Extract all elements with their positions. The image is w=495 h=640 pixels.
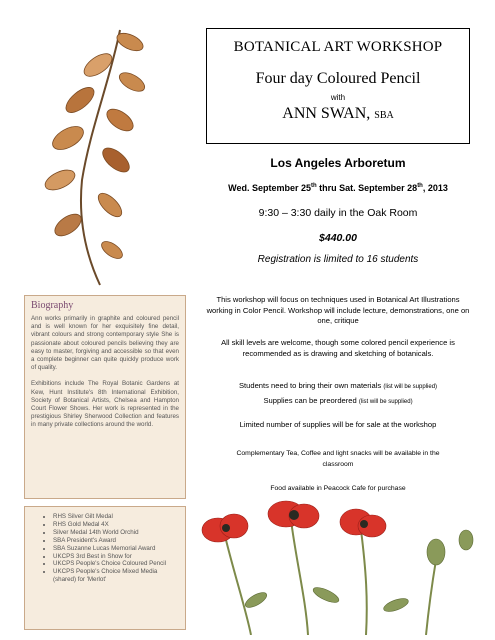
award-item: • SBA President's Award xyxy=(53,537,179,545)
food-info: Food available in Peacock Cafe for purchase xyxy=(270,485,406,492)
artist-name xyxy=(207,105,469,123)
award-item: • RHS Silver Gilt Medal xyxy=(53,513,179,521)
awards-panel xyxy=(24,506,186,630)
biography-paragraph-1: Ann works primarily in graphite and coloured pencil and is well known for her exquisitely fine detail, vibrant colours and strong contemporary style She is passionate about coloured pencils believing they are easy to master, forgiving and accessible so that even a complete beginner can quite quickly produce work of quality. xyxy=(31,315,179,372)
event-price: $440.00 xyxy=(319,232,357,244)
skill-levels: All skill levels are welcome, though some colored pencil experience is recommended as is drawing and sketching of botanicals. xyxy=(221,338,455,358)
date-start-sup: th xyxy=(310,183,317,189)
workshop-focus: This workshop will focus on techniques used in Botanical Art Illustrations working in Color Pencil. Workshop will include lecture, demonstrations, one on one, critique xyxy=(206,295,470,325)
with-label: with xyxy=(330,93,346,102)
award-item: • UKCPS People's Choice Coloured Pencil xyxy=(53,560,179,568)
award-item: • UKCPS 3rd Best in Show for xyxy=(53,553,179,561)
date-end-sup: th xyxy=(417,183,423,189)
event-dates xyxy=(200,183,476,193)
title-box xyxy=(206,28,470,144)
award-item: • UKCPS People's Choice Mixed Media (shared) for 'Merlot' xyxy=(53,568,179,584)
award-item: • Silver Medal 14th World Orchid xyxy=(53,529,179,537)
poppy-illustration xyxy=(196,500,486,635)
supplies-for-sale: Limited number of supplies will be for sale at the workshop xyxy=(239,420,437,429)
preorder-note: (list will be supplied) xyxy=(358,399,413,405)
event-time: 9:30 – 3:30 daily in the Oak Room xyxy=(258,207,418,219)
biography-heading: Biography xyxy=(31,300,74,311)
materials-line xyxy=(204,381,472,393)
venue: Los Angeles Arboretum xyxy=(270,156,406,170)
course-title: Four day Coloured Pencil xyxy=(255,70,421,87)
date-year: , 2013 xyxy=(422,183,448,193)
award-item: • RHS Gold Medal 4X xyxy=(53,521,179,529)
date-end: thru Sat. September 28 xyxy=(316,183,418,193)
preorder-text: Supplies can be preordered xyxy=(263,396,357,405)
refreshments: Complementary Tea, Coffee and light snacks will be available in the classroom xyxy=(236,450,440,468)
preorder-line xyxy=(204,396,472,408)
biography-paragraph-2: Exhibitions include The Royal Botanic Gardens at Kew, Hunt Institute's 8th International Exhibition, Society of Botanical Artists, Chelsea and Hampton Court Flower Shows. Her work is represented in the prestigious Shirley Sherwood Collection and features in many private collections around the world. xyxy=(31,380,179,429)
awards-list xyxy=(41,513,179,584)
artist-suffix: SBA xyxy=(374,110,394,121)
award-item: • SBA Suzanne Lucas Memorial Award xyxy=(53,545,179,553)
materials-note: (list will be supplied) xyxy=(383,384,438,390)
artist-name-text: ANN SWAN, xyxy=(282,105,371,122)
biography-panel xyxy=(24,295,186,499)
materials-text: Students need to bring their own materials xyxy=(238,381,382,390)
workshop-title: BOTANICAL ART WORKSHOP xyxy=(233,39,443,55)
botanical-branch-illustration xyxy=(20,20,190,290)
registration-limit: Registration is limited to 16 students xyxy=(257,254,419,265)
date-start: Wed. September 25 xyxy=(228,183,311,193)
